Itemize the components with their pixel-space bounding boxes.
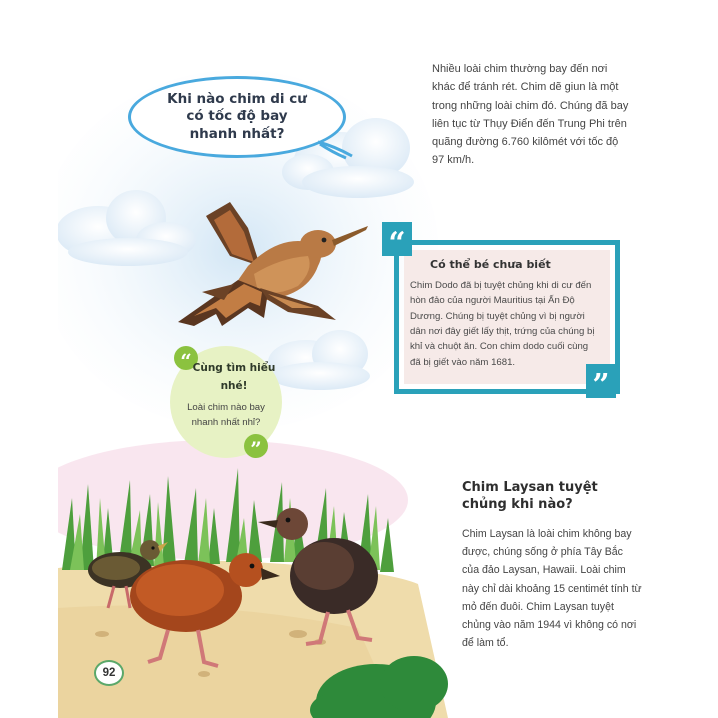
question-speech-bubble xyxy=(128,76,346,158)
quote-close-icon: ” xyxy=(244,434,268,458)
intro-paragraph: Nhiều loài chim thường bay đến nơi khác để tránh rét. Chim dẽ giun là một trong những loài chim đó. Chúng đã bay liên tục từ Thụy Điển đến Trung Phi trên quãng đường 6.760 kilômét với tốc độ 97 km/h. xyxy=(432,63,629,167)
laysan-heading: Chim Laysan tuyệt chủng khi nào? xyxy=(462,480,598,512)
quote-open-icon: “ xyxy=(382,222,412,256)
laysan-paragraph: Chim Laysan là loài chim không bay được, chúng sống ở phía Tây Bắc của đảo Laysan, Hawaii. Loài chim này chỉ dài khoảng 15 centimét tính từ mỏ đến đuôi. Chim Laysan tuyệt chủng vào năm 1944 vì không có nơi để làm tổ. xyxy=(462,528,642,650)
explore-question: Loài chim nào bay nhanh nhất nhỉ? xyxy=(187,402,265,429)
fact-box-title: Có thể bé chưa biết xyxy=(430,258,551,271)
book-page xyxy=(58,0,658,718)
speech-bubble-tail xyxy=(316,140,356,160)
quote-open-icon: “ xyxy=(174,346,198,370)
explore-title: Cùng tìm hiểu nhé! xyxy=(192,362,276,392)
fact-box-text: Chim Dodo đã bị tuyệt chủng khi di cư đến hòn đảo của người Mauritius tại Ấn Độ Dương. Chúng bị tuyệt chủng vì bị người dân nơi đây giết lấy thịt, trứng của chúng bị khỉ và chuột ăn. Con chim dodo cuối cùng đã bị giết vào năm 1681. xyxy=(410,280,595,368)
snipe-bird-illustration xyxy=(168,196,368,336)
question-text: Khi nào chim di cư có tốc độ bay nhanh nhất? xyxy=(167,90,307,142)
quote-close-icon: ” xyxy=(586,364,616,398)
page-number: 92 xyxy=(94,660,124,686)
